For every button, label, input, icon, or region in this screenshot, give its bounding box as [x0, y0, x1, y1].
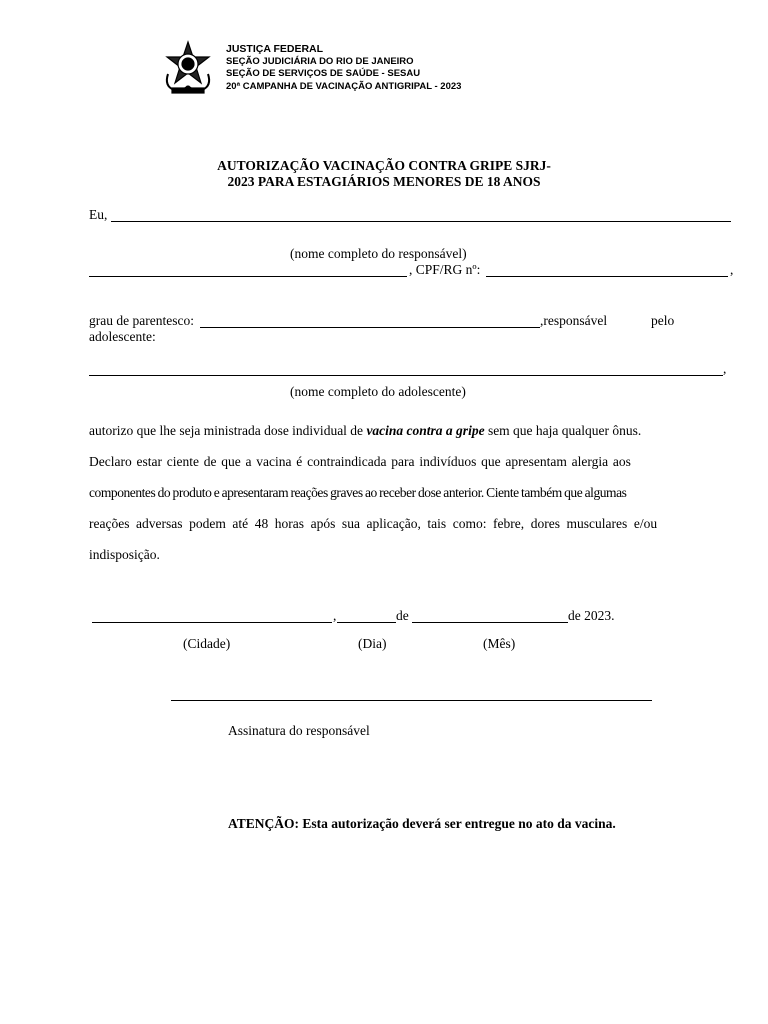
responsavel-caption: (nome completo do responsável) [290, 246, 467, 261]
responsavel-name-continuation-field[interactable] [89, 276, 407, 277]
title-line-1: AUTORIZAÇÃO VACINAÇÃO CONTRA GRIPE SJRJ- [217, 158, 551, 173]
body-text: autorizo que lhe seja ministrada dose individual de [89, 423, 367, 438]
header-line: JUSTIÇA FEDERAL [226, 43, 324, 55]
cpf-comma: , [730, 262, 734, 277]
attention-note: ATENÇÃO: Esta autorização deverá ser entregue no ato da vacina. [228, 816, 616, 831]
mes-field[interactable] [412, 622, 568, 623]
date-comma: , [333, 608, 337, 623]
document-header [162, 40, 722, 100]
brazil-coat-of-arms-icon [162, 40, 214, 96]
date-de: de [396, 608, 409, 623]
header-line: SEÇÃO DE SERVIÇOS DE SAÚDE - SESAU [226, 68, 421, 79]
adolescente-caption: (nome completo do adolescente) [290, 384, 466, 399]
eu-label: Eu, [89, 207, 108, 222]
responsavel-name-field[interactable] [111, 221, 731, 222]
dia-field[interactable] [337, 622, 396, 623]
mes-caption: (Mês) [483, 636, 516, 651]
cpf-label: , CPF/RG nº: [409, 262, 481, 277]
grau-parentesco-label: grau de parentesco: [89, 313, 194, 328]
grau-parentesco-field[interactable] [200, 327, 540, 328]
signature-caption: Assinatura do responsável [228, 723, 370, 738]
cpf-rg-field[interactable] [486, 276, 728, 277]
pelo-label: pelo [651, 313, 675, 328]
date-year: de 2023. [568, 608, 615, 623]
signature-field[interactable] [171, 700, 652, 701]
adolescente-comma: , [723, 361, 727, 376]
cidade-field[interactable] [92, 622, 332, 623]
cidade-caption: (Cidade) [183, 636, 231, 651]
body-line-5: indisposição. [89, 547, 160, 562]
dia-caption: (Dia) [358, 636, 387, 651]
adolescente-name-field[interactable] [89, 375, 723, 376]
document-title [120, 158, 648, 190]
responsavel-pelo-label: ,responsável [540, 313, 608, 328]
body-emphasis: vacina contra a gripe [366, 423, 485, 438]
body-line-1 [89, 423, 677, 439]
body-line-4: reações adversas podem até 48 horas após sua aplicação, tais como: febre, dores musculares e/ou [89, 516, 658, 531]
body-line-3: componentes do produto e apresentaram reações graves ao receber dose anterior. Ciente também que algumas [89, 485, 627, 500]
header-line: 20ª CAMPANHA DE VACINAÇÃO ANTIGRIPAL - 2023 [226, 80, 462, 92]
header-text-block [226, 43, 461, 93]
body-text: sem que haja qualquer ônus. [484, 423, 642, 438]
title-line-2: 2023 PARA ESTAGIÁRIOS MENORES DE 18 ANOS [227, 174, 541, 189]
adolescente-label: adolescente: [89, 329, 156, 344]
body-line-2: Declaro estar ciente de que a vacina é contraindicada para indivíduos que apresentam alergia aos [89, 454, 631, 469]
header-line: SEÇÃO JUDICIÁRIA DO RIO DE JANEIRO [226, 55, 414, 67]
